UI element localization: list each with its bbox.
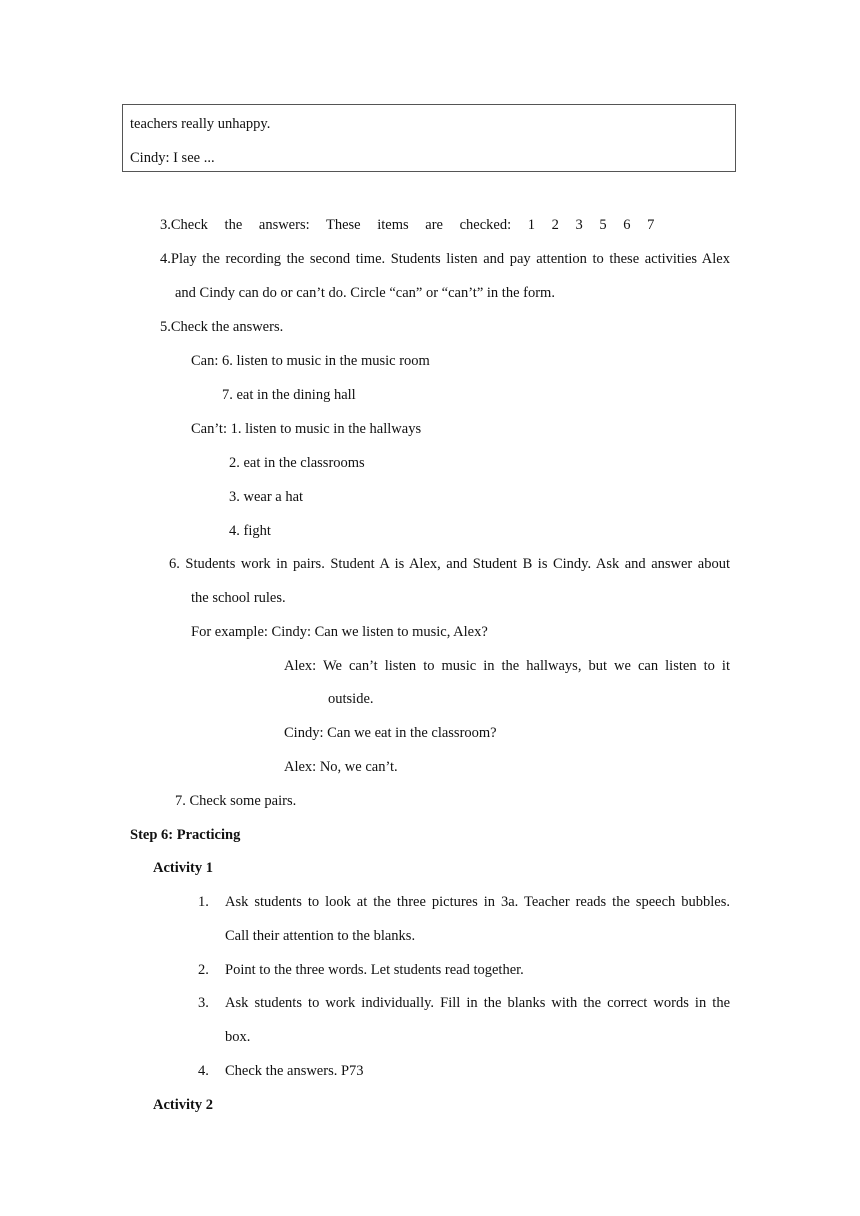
example-line: Alex: No, we can’t. xyxy=(284,759,398,775)
activity-heading: Activity 1 xyxy=(153,860,213,876)
example-line: Alex: We can’t listen to music in the hallways, but we can listen to it xyxy=(284,658,730,674)
list-item-text: Check the answers. P73 xyxy=(225,1063,364,1079)
list-item-text: Ask students to look at the three pictures in 3a. Teacher reads the speech bubbles. xyxy=(225,894,730,910)
cant-answer: 4. fight xyxy=(229,523,271,539)
dialogue-box xyxy=(122,104,736,172)
list-item-text-cont: box. xyxy=(225,1029,251,1045)
can-answer: Can: 6. listen to music in the music room xyxy=(191,353,430,369)
list-item-number: 3. xyxy=(198,995,209,1011)
step-7-text: 7. Check some pairs. xyxy=(175,793,297,809)
example-line: For example: Cindy: Can we listen to music, Alex? xyxy=(191,624,488,640)
section-heading: Step 6: Practicing xyxy=(130,827,241,843)
step-4-text: 4.Play the recording the second time. Students listen and pay attention to these activities Alex xyxy=(160,251,730,267)
example-line-cont: outside. xyxy=(328,691,374,707)
dialogue-line: teachers really unhappy. xyxy=(130,116,271,132)
cant-answer: 3. wear a hat xyxy=(229,489,304,505)
step-6-text-cont: the school rules. xyxy=(191,590,286,606)
step-4-text-cont: and Cindy can do or can’t do. Circle “can” or “can’t” in the form. xyxy=(175,285,555,301)
dialogue-line: Cindy: I see ... xyxy=(130,150,215,166)
can-answer: 7. eat in the dining hall xyxy=(222,387,356,403)
list-item-number: 4. xyxy=(198,1063,209,1079)
step-3-text: 3.Check the answers: These items are checked: 1 2 3 5 6 7 xyxy=(160,217,655,233)
list-item-text: Point to the three words. Let students read together. xyxy=(225,962,524,978)
step-6-text: 6. Students work in pairs. Student A is Alex, and Student B is Cindy. Ask and answer about xyxy=(169,556,730,572)
list-item-text-cont: Call their attention to the blanks. xyxy=(225,928,416,944)
list-item-number: 2. xyxy=(198,962,209,978)
example-line: Cindy: Can we eat in the classroom? xyxy=(284,725,497,741)
activity-heading: Activity 2 xyxy=(153,1097,213,1113)
step-5-text: 5.Check the answers. xyxy=(160,319,284,335)
cant-answer: Can’t: 1. listen to music in the hallways xyxy=(191,421,422,437)
list-item-number: 1. xyxy=(198,894,209,910)
list-item-text: Ask students to work individually. Fill in the blanks with the correct words in the xyxy=(225,995,730,1011)
cant-answer: 2. eat in the classrooms xyxy=(229,455,365,471)
